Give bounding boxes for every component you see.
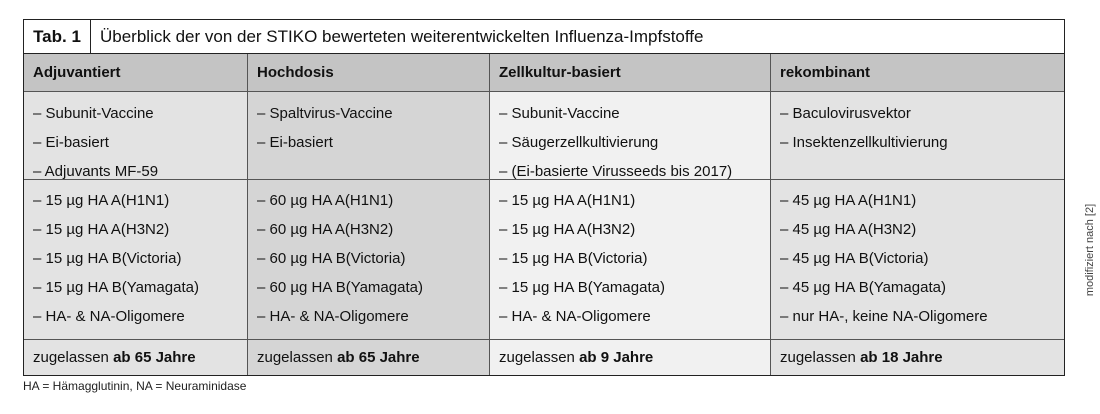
approval-prefix: zugelassen	[499, 349, 575, 366]
composition-cell	[771, 180, 1064, 340]
approval-cell	[248, 340, 490, 375]
approval-prefix: zugelassen	[33, 349, 109, 366]
table-number: Tab. 1	[24, 20, 91, 53]
approval-cell	[490, 340, 771, 375]
production-cell	[24, 92, 248, 180]
production-cell	[490, 92, 771, 180]
column-header-zellkultur: Zellkultur-basiert	[490, 54, 771, 92]
source-note: modifiziert nach [2]	[1084, 203, 1096, 297]
list-item: – 45 µg HA B(Victoria)	[780, 250, 929, 267]
list-item: – Spaltvirus-Vaccine	[257, 105, 393, 122]
list-item: – 45 µg HA A(H1N1)	[780, 192, 917, 209]
list-item: – HA- & NA-Oligomere	[499, 308, 651, 325]
list-item: – 15 µg HA B(Victoria)	[499, 250, 648, 267]
list-item: – 15 µg HA B(Victoria)	[33, 250, 182, 267]
list-item: – 45 µg HA A(H3N2)	[780, 221, 917, 238]
table-grid	[24, 54, 1064, 375]
production-cell	[771, 92, 1064, 180]
list-item: – 60 µg HA B(Yamagata)	[257, 279, 423, 296]
list-item: – nur HA-, keine NA-Oligomere	[780, 308, 988, 325]
approval-prefix: zugelassen	[780, 349, 856, 366]
list-item: – 60 µg HA A(H3N2)	[257, 221, 394, 238]
list-item: – HA- & NA-Oligomere	[33, 308, 185, 325]
approval-age: ab 9 Jahre	[579, 349, 654, 366]
vaccine-table	[23, 19, 1065, 376]
column-header-adjuvantiert: Adjuvantiert	[24, 54, 248, 92]
list-item: – 15 µg HA A(H3N2)	[499, 221, 636, 238]
list-item: – (Ei-basierte Virusseeds bis 2017)	[499, 163, 733, 180]
approval-cell	[24, 340, 248, 375]
list-item: – HA- & NA-Oligomere	[257, 308, 409, 325]
list-item: – Insektenzellkultivierung	[780, 134, 948, 151]
list-item: – Baculovirusvektor	[780, 105, 911, 122]
approval-age: ab 18 Jahre	[860, 349, 943, 366]
list-item: – 60 µg HA A(H1N1)	[257, 192, 394, 209]
table-title: Überblick der von der STIKO bewerteten weiterentwickelten Influenza-Impfstoffe	[100, 26, 704, 46]
approval-prefix: zugelassen	[257, 349, 333, 366]
table-title-row	[24, 20, 1064, 54]
approval-age: ab 65 Jahre	[337, 349, 420, 366]
composition-cell	[490, 180, 771, 340]
list-item: – 15 µg HA B(Yamagata)	[499, 279, 665, 296]
composition-cell	[248, 180, 490, 340]
production-cell	[248, 92, 490, 180]
list-item: – 15 µg HA A(H1N1)	[33, 192, 170, 209]
list-item: – 60 µg HA B(Victoria)	[257, 250, 406, 267]
list-item: – Säugerzellkultivierung	[499, 134, 659, 151]
approval-cell	[771, 340, 1064, 375]
list-item: – Subunit-Vaccine	[499, 105, 620, 122]
approval-age: ab 65 Jahre	[113, 349, 196, 366]
list-item: – Adjuvants MF-59	[33, 163, 159, 180]
composition-cell	[24, 180, 248, 340]
list-item: – Ei-basiert	[33, 134, 109, 151]
list-item: – 15 µg HA B(Yamagata)	[33, 279, 199, 296]
list-item: – 15 µg HA A(H1N1)	[499, 192, 636, 209]
footnote: HA = Hämagglutinin, NA = Neuraminidase	[23, 379, 247, 393]
list-item: – Subunit-Vaccine	[33, 105, 154, 122]
column-header-rekombinant: rekombinant	[771, 54, 1064, 92]
list-item: – 15 µg HA A(H3N2)	[33, 221, 170, 238]
column-header-hochdosis: Hochdosis	[248, 54, 490, 92]
list-item: – Ei-basiert	[257, 134, 333, 151]
list-item: – 45 µg HA B(Yamagata)	[780, 279, 946, 296]
